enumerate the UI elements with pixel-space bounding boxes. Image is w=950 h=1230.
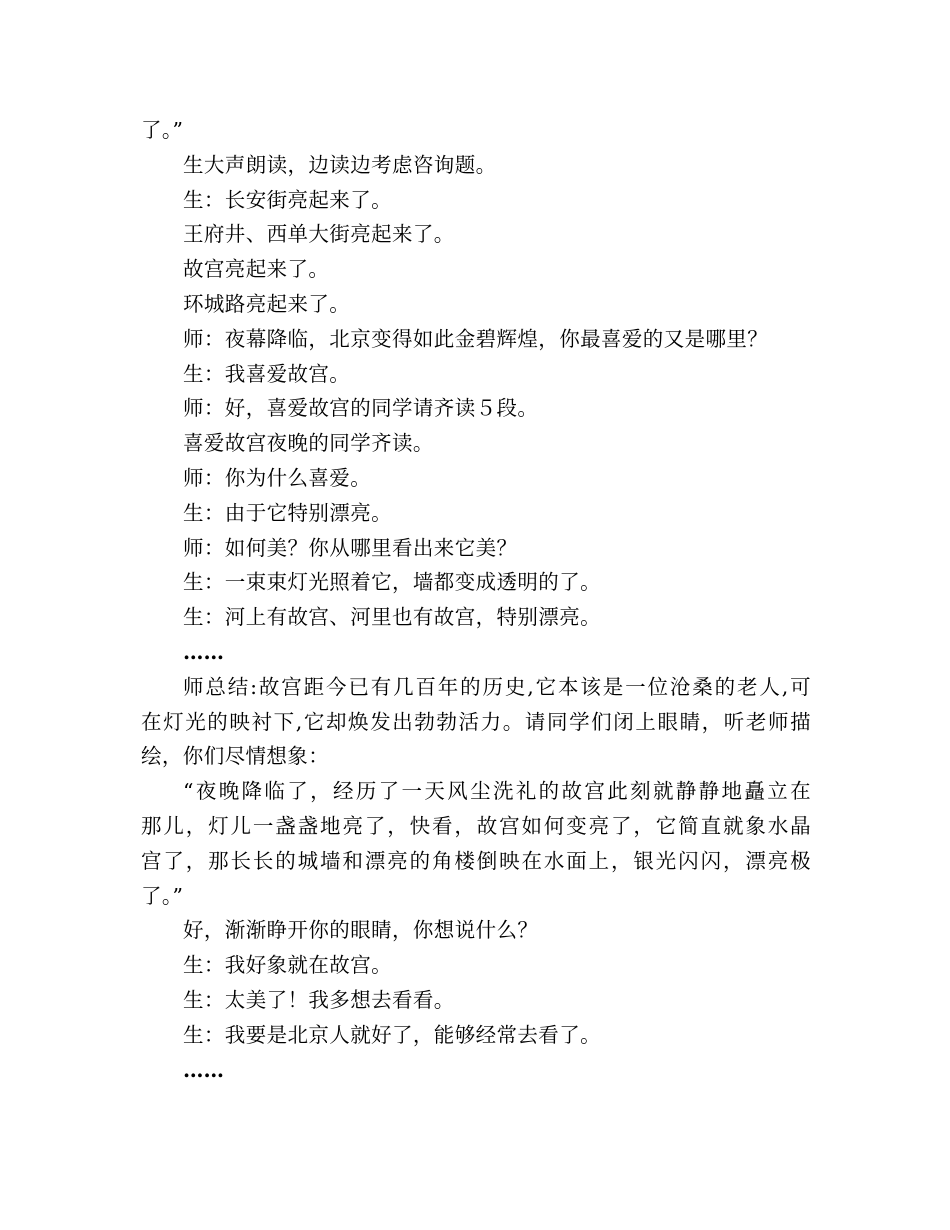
text-line: 生大声朗读，边读边考虑咨询题。 bbox=[183, 152, 497, 177]
text-line: 环城路亮起来了。 bbox=[183, 291, 351, 316]
text-line: 了。” bbox=[141, 883, 184, 908]
text-line: 生：长安街亮起来了。 bbox=[183, 187, 392, 212]
text-line: 师：如何美？你从哪里看出来它美？ bbox=[183, 535, 518, 560]
body-text bbox=[141, 113, 811, 1087]
text-line: 师：夜幕降临，北京变得如此金碧辉煌，你最喜爱的又是哪里？ bbox=[183, 326, 769, 351]
text-line: 生：一束束灯光照着它，墙都变成透明的了。 bbox=[183, 570, 601, 595]
text-line: “夜晚降临了，经历了一天风尘洗礼的故宫此刻就静静地矗立在 bbox=[183, 779, 811, 804]
text-line: 喜爱故宫夜晚的同学齐读。 bbox=[183, 431, 434, 456]
text-line: 生：我要是北京人就好了，能够经常去看了。 bbox=[183, 1022, 601, 1047]
text-line: 生：河上有故宫、河里也有故宫，特别漂亮。 bbox=[183, 605, 601, 630]
text-line: 生：太美了！我多想去看看。 bbox=[183, 987, 455, 1012]
text-line: 绘，你们尽情想象： bbox=[141, 744, 330, 769]
text-line: 生：我喜爱故宫。 bbox=[183, 361, 351, 386]
text-line: 师总结:故宫距今已有几百年的历史,它本该是一位沧桑的老人,可 bbox=[183, 674, 811, 699]
text-line: 好，渐渐睁开你的眼睛，你想说什么？ bbox=[183, 918, 539, 943]
ellipsis-line: …… bbox=[183, 1057, 224, 1082]
text-line: 生：我好象就在故宫。 bbox=[183, 953, 392, 978]
text-line: 师：好，喜爱故宫的同学请齐读５段。 bbox=[183, 396, 539, 421]
text-line: 王府井、西单大街亮起来了。 bbox=[183, 222, 455, 247]
ellipsis-line: …… bbox=[183, 639, 224, 664]
text-line: 故宫亮起来了。 bbox=[183, 257, 330, 282]
text-line: 生：由于它特别漂亮。 bbox=[183, 500, 392, 525]
text-line: 了。” bbox=[141, 118, 184, 142]
text-line: 宫了，那长长的城墙和漂亮的角楼倒映在水面上，银光闪闪，漂亮极 bbox=[141, 848, 811, 873]
text-line: 那儿，灯儿一盏盏地亮了，快看，故宫如何变亮了，它简直就象水晶 bbox=[141, 813, 811, 838]
text-line: 师：你为什么喜爱。 bbox=[183, 465, 372, 490]
text-line: 在灯光的映衬下,它却焕发出勃勃活力。请同学们闭上眼睛，听老师描 bbox=[141, 709, 811, 734]
